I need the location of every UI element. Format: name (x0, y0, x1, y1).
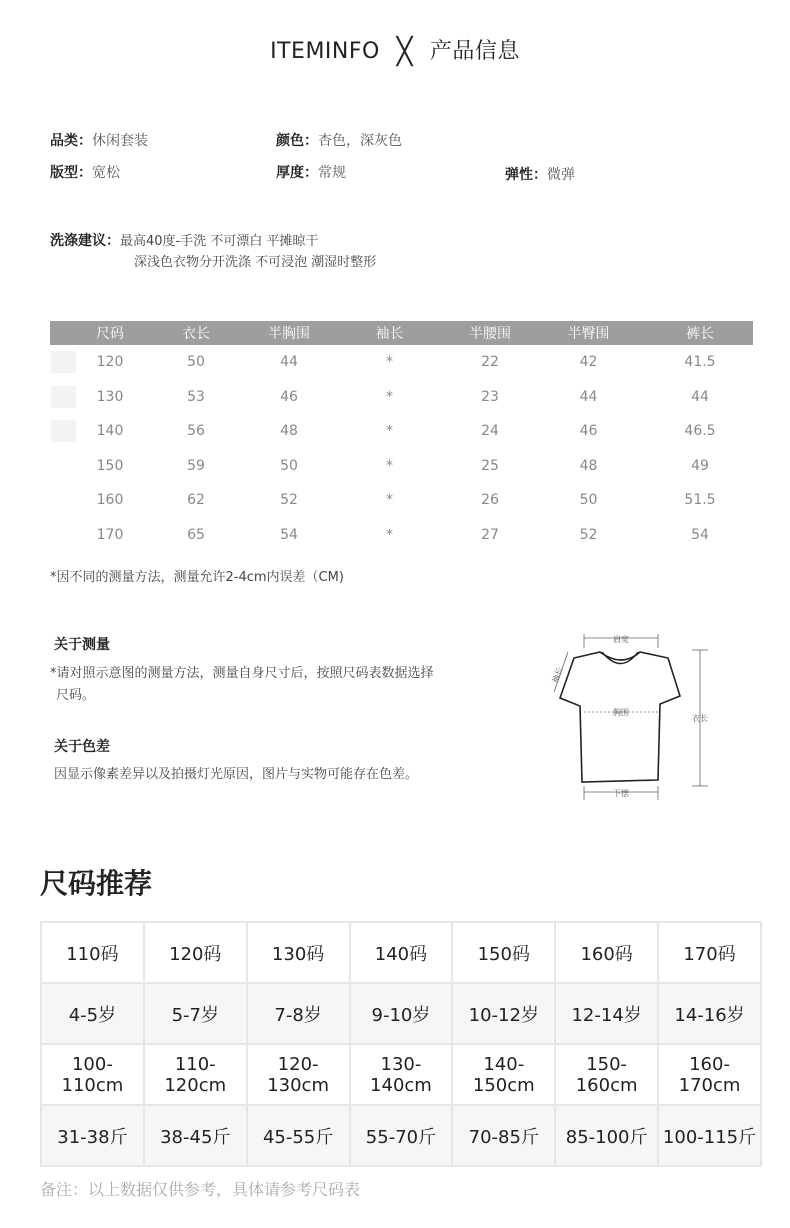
table-cell: 52 (579, 526, 598, 543)
table-cell: * (386, 492, 393, 509)
recommend-table (40, 921, 762, 1167)
recommend-cell: 130码 (247, 922, 350, 983)
attr-fit: 版型：宽松 (50, 165, 120, 181)
recommend-cell: 110-120cm (144, 1044, 247, 1105)
table-cell: 27 (481, 526, 499, 543)
recommend-cell: 12-14岁 (555, 983, 658, 1044)
header-length: 衣长 (143, 321, 249, 345)
recommend-row-weights (41, 1105, 761, 1166)
row-marker (50, 518, 77, 553)
table-cell: 46.5 (684, 423, 716, 440)
table-cell: 51.5 (684, 492, 716, 509)
recommend-title: 尺码推荐 (40, 867, 153, 900)
table-cell: 46 (579, 423, 598, 440)
table-cell: 44 (691, 388, 709, 405)
recommend-cell: 120码 (144, 922, 247, 983)
recommend-row-ages (41, 983, 761, 1044)
attr-elasticity: 弹性：微弹 (505, 167, 575, 183)
recommend-cell: 150-160cm (555, 1044, 658, 1105)
table-cell: 22 (481, 354, 499, 371)
recommend-cell: 55-70斤 (350, 1105, 453, 1166)
recommend-cell: 38-45斤 (144, 1105, 247, 1166)
table-row (50, 414, 753, 449)
table-row (50, 449, 753, 484)
header-size: 尺码 (77, 321, 143, 345)
recommend-cell: 10-12岁 (452, 983, 555, 1044)
table-cell: 54 (691, 526, 709, 543)
recommend-cell: 140-150cm (452, 1044, 555, 1105)
table-cell: 140 (96, 423, 124, 440)
wash-line2: 深浅色衣物分开洗涤 不可浸泡 潮湿时整形 (134, 255, 377, 270)
recommend-row-heights (41, 1044, 761, 1105)
table-cell: 120 (96, 354, 124, 371)
recommend-cell: 100-110cm (41, 1044, 144, 1105)
table-cell: 50 (187, 354, 205, 371)
table-row (50, 345, 753, 380)
color-diff-text: 因显示像素差异以及拍摄灯光原因，图片与实物可能存在色差。 (54, 767, 419, 782)
table-row (50, 380, 753, 415)
table-cell: 50 (280, 457, 298, 474)
cross-separator: ╳ (396, 37, 413, 67)
table-cell: 42 (579, 354, 598, 371)
table-cell: * (386, 354, 393, 371)
table-row (50, 483, 753, 518)
table-cell: 26 (481, 492, 499, 509)
table-cell: 160 (96, 492, 124, 509)
row-marker (50, 449, 77, 484)
header-sleeve: 袖长 (329, 321, 450, 345)
table-cell: * (386, 457, 393, 474)
size-note: *因不同的测量方法，测量允许2-4cm内误差（CM) (50, 570, 344, 585)
recommend-cell: 170码 (658, 922, 761, 983)
table-cell: 49 (691, 457, 709, 474)
table-cell: 59 (187, 457, 205, 474)
diagram-hem-label: 下摆 (613, 789, 629, 798)
table-cell: 130 (96, 388, 124, 405)
row-marker (50, 483, 77, 518)
measure-line1: *请对照示意图的测量方法，测量自身尺寸后，按照尺码表数据选择 (50, 666, 434, 681)
diagram-chest-label: 胸围 (613, 708, 629, 717)
row-marker (50, 380, 77, 415)
page-title (0, 34, 790, 67)
table-cell: * (386, 526, 393, 543)
recommend-cell: 150码 (452, 922, 555, 983)
footer-note: 备注：以上数据仅供参考，具体请参考尺码表 (40, 1180, 361, 1199)
recommend-row-sizes (41, 922, 761, 983)
table-cell: 44 (280, 354, 298, 371)
recommend-cell: 9-10岁 (350, 983, 453, 1044)
table-cell: 170 (96, 526, 124, 543)
table-cell: 48 (280, 423, 298, 440)
table-cell: 41.5 (684, 354, 716, 371)
table-cell: 23 (481, 388, 499, 405)
measure-title: 关于测量 (54, 637, 110, 653)
header-spacer (50, 321, 77, 345)
title-en: ITEMINFO (270, 39, 380, 64)
table-cell: 56 (187, 423, 205, 440)
recommend-cell: 31-38斤 (41, 1105, 144, 1166)
recommend-cell: 160-170cm (658, 1044, 761, 1105)
attr-category: 品类：休闲套装 (50, 133, 148, 149)
shirt-measure-diagram (540, 628, 720, 808)
recommend-cell: 45-55斤 (247, 1105, 350, 1166)
row-marker (50, 414, 77, 449)
diagram-shoulder-label: 肩宽 (613, 635, 629, 644)
diagram-length-label: 衣长 (692, 714, 708, 723)
table-cell: 48 (579, 457, 598, 474)
table-cell: 46 (280, 388, 298, 405)
size-table (50, 321, 753, 552)
shirt-outline (560, 652, 680, 782)
wash-line1: 最高40度-手洗 不可漂白 平摊晾干 (120, 234, 319, 249)
recommend-cell: 4-5岁 (41, 983, 144, 1044)
table-cell: 50 (579, 492, 598, 509)
table-cell: 52 (280, 492, 298, 509)
table-cell: 24 (481, 423, 499, 440)
table-cell: 150 (96, 457, 124, 474)
table-cell: 25 (481, 457, 499, 474)
table-cell: * (386, 423, 393, 440)
wash-advice (50, 230, 319, 250)
measure-line2: 尺码。 (56, 688, 96, 703)
table-row (50, 518, 753, 553)
attr-thickness: 厚度：常规 (276, 165, 346, 181)
title-cn: 产品信息 (429, 39, 520, 64)
recommend-cell: 130-140cm (350, 1044, 453, 1105)
table-cell: 53 (187, 388, 205, 405)
recommend-cell: 160码 (555, 922, 658, 983)
header-chest: 半胸围 (249, 321, 329, 345)
recommend-cell: 5-7岁 (144, 983, 247, 1044)
color-diff-title: 关于色差 (54, 739, 110, 755)
recommend-cell: 120-130cm (247, 1044, 350, 1105)
recommend-cell: 14-16岁 (658, 983, 761, 1044)
header-pants-length: 裤长 (647, 321, 753, 345)
recommend-cell: 110码 (41, 922, 144, 983)
diagram-sleeve-label: 袖长 (550, 666, 565, 685)
recommend-cell: 7-8岁 (247, 983, 350, 1044)
table-cell: 65 (187, 526, 205, 543)
recommend-cell: 100-115斤 (658, 1105, 761, 1166)
table-cell: * (386, 388, 393, 405)
recommend-cell: 140码 (350, 922, 453, 983)
table-cell: 62 (187, 492, 205, 509)
table-cell: 44 (579, 388, 598, 405)
row-marker (50, 345, 77, 380)
recommend-cell: 85-100斤 (555, 1105, 658, 1166)
attr-color: 颜色：杏色，深灰色 (276, 133, 402, 149)
header-waist: 半腰围 (450, 321, 530, 345)
table-cell: 54 (280, 526, 298, 543)
recommend-cell: 70-85斤 (452, 1105, 555, 1166)
size-table-header (50, 321, 753, 345)
header-hip: 半臀围 (530, 321, 647, 345)
wash-label: 洗涤建议： (50, 233, 120, 249)
